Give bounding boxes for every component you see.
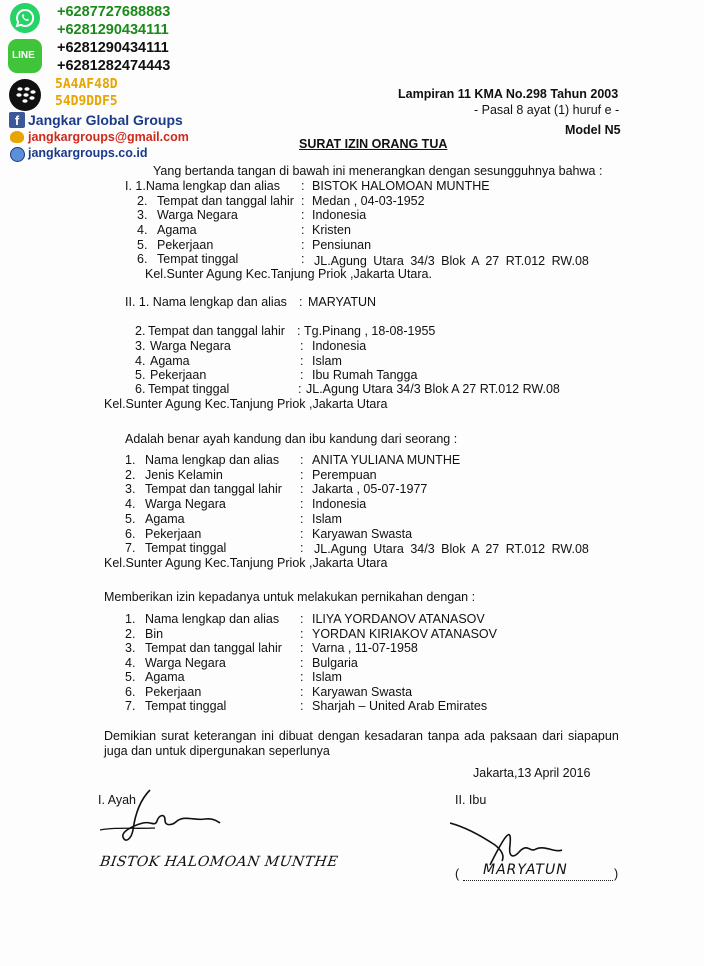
father-row-label: Agama — [157, 223, 197, 237]
child-row-num: 3. — [125, 482, 136, 496]
groom-row-value: Varna , 11-07-1958 — [312, 641, 418, 655]
website: jangkargroups.co.id — [28, 146, 148, 160]
mother-row-num: 3. — [135, 339, 146, 353]
child-row-label: Pekerjaan — [145, 527, 202, 541]
mother-row-colon: : — [298, 382, 302, 396]
pasal-text: - Pasal 8 ayat (1) huruf e - — [474, 103, 620, 117]
father-row-colon: : — [301, 252, 305, 266]
father-row-value: JL.Agung Utara 34/3 Blok A 27 RT.012 RW.08 — [314, 254, 589, 268]
groom-row-value: Karyawan Swasta — [312, 685, 413, 699]
mother-row-num: 6. — [135, 382, 146, 396]
groom-row-colon: : — [300, 670, 304, 684]
closing-line-2: juga dan untuk dipergunakan seperlunya — [104, 744, 330, 758]
mother-name-open-paren: ( — [455, 867, 460, 881]
mother-row-colon: : — [300, 354, 304, 368]
mother-name-dotline — [463, 862, 613, 881]
father-row-colon: : — [301, 223, 305, 237]
child-row-label: Warga Negara — [145, 497, 226, 511]
father-row-num: 3. — [137, 208, 148, 222]
child-row-label: Tempat tinggal — [145, 541, 227, 555]
child-row-value: Karyawan Swasta — [312, 527, 413, 541]
father-row-num: 6. — [137, 252, 148, 266]
groom-row-colon: : — [300, 699, 304, 713]
child-row-colon: : — [300, 512, 304, 526]
child-row-num: 2. — [125, 468, 136, 482]
mother-row-value: JL.Agung Utara 34/3 Blok A 27 RT.012 RW.08 — [306, 382, 560, 396]
father-name-value: BISTOK HALOMOAN MUNTHE — [312, 179, 490, 193]
father-row-label: Tempat tinggal — [157, 252, 239, 266]
father-row-value: Kristen — [312, 223, 351, 237]
facebook-name: Jangkar Global Groups — [28, 112, 183, 128]
child-row-label: Nama lengkap dan alias — [145, 453, 280, 467]
groom-row-num: 4. — [125, 656, 136, 670]
groom-intro: Memberikan izin kepadanya untuk melakukan pernikahan dengan : — [104, 590, 476, 604]
child-row-value: Indonesia — [312, 497, 367, 511]
child-row-num: 7. — [125, 541, 136, 555]
child-row-colon: : — [300, 527, 304, 541]
father-row-label: Pekerjaan — [157, 238, 214, 252]
bbm-pin-1: 5A4AF48D — [55, 77, 118, 92]
groom-row-label: Pekerjaan — [145, 685, 202, 699]
intro-text: Yang bertanda tangan di bawah ini menerangkan dengan sesungguhnya bahwa : — [153, 164, 603, 178]
child-row-label: Jenis Kelamin — [145, 468, 223, 482]
father-printed-name: BISTOK HALOMOAN MUNTHE — [98, 854, 340, 870]
phone-whatsapp: +6287727688883 — [57, 4, 171, 20]
child-row-num: 5. — [125, 512, 136, 526]
father-row-num: 5. — [137, 238, 148, 252]
groom-row-num: 3. — [125, 641, 136, 655]
mother-name-colon: : — [299, 295, 303, 309]
blackberry-icon — [9, 79, 41, 111]
email-icon — [10, 131, 24, 143]
father-name-colon: : — [301, 179, 305, 193]
groom-row-colon: : — [300, 627, 304, 641]
father-address-cont: Kel.Sunter Agung Kec.Tanjung Priok ,Jakarta Utara. — [145, 267, 432, 281]
father-row-colon: : — [301, 238, 305, 252]
child-row-label: Tempat dan tanggal lahir — [145, 482, 282, 496]
groom-row-colon: : — [300, 656, 304, 670]
father-name-label: I. 1.Nama lengkap dan alias — [125, 179, 280, 193]
child-address-cont: Kel.Sunter Agung Kec.Tanjung Priok ,Jakarta Utara — [104, 556, 388, 570]
mother-name-label: II. 1. Nama lengkap dan alias — [125, 295, 287, 309]
lampiran-text: Lampiran 11 KMA No.298 Tahun 2003 — [398, 87, 619, 101]
mother-name-close-paren: ) — [614, 867, 619, 881]
groom-row-num: 5. — [125, 670, 136, 684]
mother-row-colon: : — [297, 324, 301, 338]
groom-row-label: Nama lengkap dan alias — [145, 612, 280, 626]
mother-row-label: Pekerjaan — [150, 368, 207, 382]
father-row-num: 4. — [137, 223, 148, 237]
child-row-value: Jakarta , 05-07-1977 — [312, 482, 428, 496]
mother-name-value: MARYATUN — [308, 295, 377, 309]
mother-row-value: Islam — [312, 354, 342, 368]
child-row-value: Perempuan — [312, 468, 377, 482]
groom-row-num: 1. — [125, 612, 136, 626]
groom-row-num: 2. — [125, 627, 136, 641]
globe-icon — [10, 147, 25, 162]
phone-1: +6281290434111 — [57, 22, 169, 38]
child-row-colon: : — [300, 453, 304, 467]
child-row-value: JL.Agung Utara 34/3 Blok A 27 RT.012 RW.08 — [314, 542, 589, 556]
groom-row-label: Tempat tinggal — [145, 699, 227, 713]
mother-row-value: Ibu Rumah Tangga — [312, 368, 418, 382]
groom-row-value: Islam — [312, 670, 342, 684]
father-row-colon: : — [301, 194, 305, 208]
father-row-value: Pensiunan — [312, 238, 372, 252]
mother-row-num: 4. — [135, 354, 146, 368]
mother-row-colon: : — [300, 368, 304, 382]
facebook-icon: f — [9, 112, 25, 128]
child-row-label: Agama — [145, 512, 185, 526]
groom-row-value: Sharjah – United Arab Emirates — [312, 699, 488, 713]
groom-row-value: ILIYA YORDANOV ATANASOV — [312, 612, 485, 626]
groom-row-label: Tempat dan tanggal lahir — [145, 641, 282, 655]
page-title: SURAT IZIN ORANG TUA — [299, 137, 448, 151]
father-row-value: Medan , 04-03-1952 — [312, 194, 425, 208]
line-icon-label: LINE — [12, 50, 35, 61]
line-icon — [8, 39, 42, 73]
phone-3: +6281282474443 — [57, 58, 171, 74]
groom-row-label: Bin — [145, 627, 164, 641]
child-row-colon: : — [300, 468, 304, 482]
sign-father-label: I. Ayah — [98, 793, 136, 807]
mother-row-num: 2. — [135, 324, 146, 338]
mother-row-label: Warga Negara — [150, 339, 231, 353]
child-row-colon: : — [300, 541, 304, 555]
child-row-colon: : — [300, 482, 304, 496]
father-row-colon: : — [301, 208, 305, 222]
mother-row-label: Tempat tinggal — [148, 382, 230, 396]
mother-row-label: Tempat dan tanggal lahir — [148, 324, 285, 338]
place-date: Jakarta,13 April 2016 — [473, 766, 591, 780]
groom-row-value: Bulgaria — [312, 656, 358, 670]
father-row-label: Warga Negara — [157, 208, 238, 222]
father-signature — [95, 785, 235, 855]
groom-row-colon: : — [300, 685, 304, 699]
child-row-value: ANITA YULIANA MUNTHE — [312, 453, 461, 467]
sign-mother-label: II. Ibu — [455, 793, 487, 807]
mother-row-colon: : — [300, 339, 304, 353]
child-row-num: 1. — [125, 453, 136, 467]
groom-row-label: Warga Negara — [145, 656, 226, 670]
mother-address-cont: Kel.Sunter Agung Kec.Tanjung Priok ,Jakarta Utara — [104, 397, 388, 411]
groom-row-label: Agama — [145, 670, 185, 684]
mother-row-value: Indonesia — [312, 339, 367, 353]
father-row-num: 2. — [137, 194, 148, 208]
father-row-label: Tempat dan tanggal lahir — [157, 194, 294, 208]
groom-row-value: YORDAN KIRIAKOV ATANASOV — [312, 627, 497, 641]
child-row-num: 4. — [125, 497, 136, 511]
child-intro: Adalah benar ayah kandung dan ibu kandung dari seorang : — [125, 432, 458, 446]
mother-row-value: Tg.Pinang , 18-08-1955 — [304, 324, 436, 338]
phone-line: +6281290434111 — [57, 40, 169, 56]
child-row-num: 6. — [125, 527, 136, 541]
email-address: jangkargroups@gmail.com — [28, 130, 189, 144]
groom-row-colon: : — [300, 641, 304, 655]
groom-row-num: 6. — [125, 685, 136, 699]
groom-row-colon: : — [300, 612, 304, 626]
child-row-value: Islam — [312, 512, 342, 526]
whatsapp-icon — [10, 3, 40, 33]
father-row-value: Indonesia — [312, 208, 367, 222]
mother-printed-name: MARYATUN — [483, 862, 568, 878]
child-row-colon: : — [300, 497, 304, 511]
mother-row-label: Agama — [150, 354, 190, 368]
groom-row-num: 7. — [125, 699, 136, 713]
model-text: Model N5 — [565, 123, 621, 137]
mother-row-num: 5. — [135, 368, 146, 382]
closing-line-1: Demikian surat keterangan ini dibuat dengan kesadaran tanpa ada paksaan dari siapapun — [104, 729, 619, 743]
bbm-pin-2: 54D9DDF5 — [55, 94, 118, 109]
